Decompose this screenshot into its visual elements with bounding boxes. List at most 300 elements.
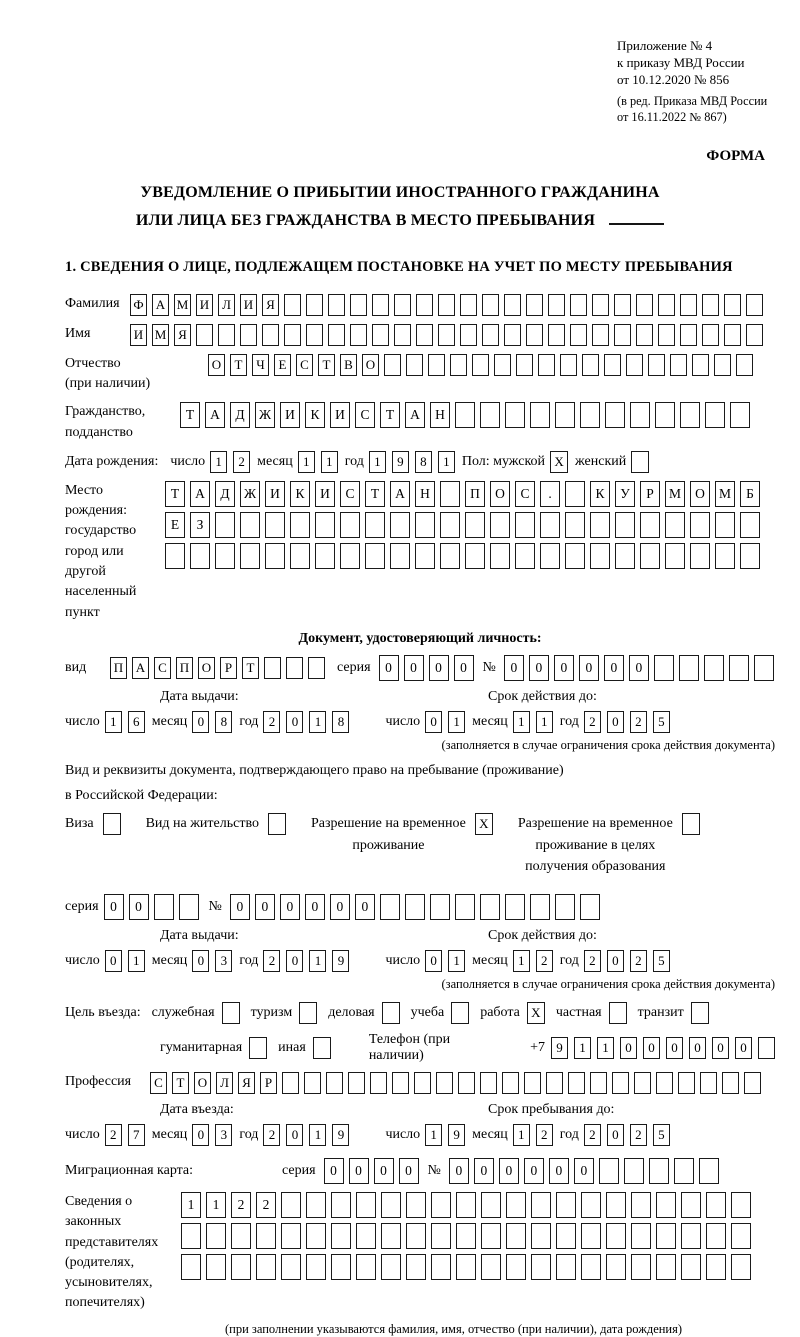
- form-cell[interactable]: К: [290, 481, 310, 507]
- form-cell[interactable]: 1: [536, 711, 553, 733]
- form-cell[interactable]: 0: [324, 1158, 344, 1184]
- form-cell[interactable]: [546, 1072, 563, 1094]
- form-cell[interactable]: [430, 894, 450, 920]
- form-cell[interactable]: [690, 543, 710, 569]
- form-cell[interactable]: 0: [192, 950, 209, 972]
- form-cell[interactable]: [306, 1192, 326, 1218]
- form-cell[interactable]: [103, 813, 121, 835]
- form-cell[interactable]: 8: [332, 711, 349, 733]
- form-cell[interactable]: [592, 324, 609, 346]
- form-cell[interactable]: [406, 1223, 426, 1249]
- form-cell[interactable]: О: [690, 481, 710, 507]
- form-cell[interactable]: [415, 512, 435, 538]
- form-cell[interactable]: З: [190, 512, 210, 538]
- form-cell[interactable]: [515, 512, 535, 538]
- form-cell[interactable]: [736, 354, 753, 376]
- form-cell[interactable]: 1: [309, 1124, 326, 1146]
- form-cell[interactable]: [306, 1254, 326, 1280]
- form-cell[interactable]: Т: [165, 481, 185, 507]
- form-cell[interactable]: [282, 1072, 299, 1094]
- form-cell[interactable]: [656, 1254, 676, 1280]
- form-cell[interactable]: [504, 294, 521, 316]
- form-cell[interactable]: 0: [280, 894, 300, 920]
- form-cell[interactable]: [440, 512, 460, 538]
- form-cell[interactable]: [581, 1254, 601, 1280]
- form-cell[interactable]: [265, 543, 285, 569]
- form-cell[interactable]: [328, 324, 345, 346]
- form-cell[interactable]: 0: [286, 1124, 303, 1146]
- form-cell[interactable]: X: [527, 1002, 545, 1024]
- form-cell[interactable]: [744, 1072, 761, 1094]
- form-cell[interactable]: [631, 451, 649, 473]
- form-cell[interactable]: [631, 1254, 651, 1280]
- form-cell[interactable]: [555, 894, 575, 920]
- form-cell[interactable]: [656, 1192, 676, 1218]
- form-cell[interactable]: 0: [474, 1158, 494, 1184]
- form-cell[interactable]: [331, 1223, 351, 1249]
- form-cell[interactable]: О: [490, 481, 510, 507]
- form-cell[interactable]: А: [205, 402, 225, 428]
- form-cell[interactable]: 0: [425, 950, 442, 972]
- form-cell[interactable]: И: [315, 481, 335, 507]
- form-cell[interactable]: [548, 294, 565, 316]
- form-cell[interactable]: [615, 543, 635, 569]
- form-cell[interactable]: [724, 294, 741, 316]
- form-cell[interactable]: А: [152, 294, 169, 316]
- form-cell[interactable]: [706, 1192, 726, 1218]
- form-cell[interactable]: Т: [242, 657, 259, 679]
- form-cell[interactable]: [731, 1223, 751, 1249]
- form-cell[interactable]: [381, 1192, 401, 1218]
- form-cell[interactable]: 0: [374, 1158, 394, 1184]
- form-cell[interactable]: [406, 1192, 426, 1218]
- form-cell[interactable]: В: [340, 354, 357, 376]
- form-cell[interactable]: [394, 324, 411, 346]
- form-cell[interactable]: М: [174, 294, 191, 316]
- form-cell[interactable]: [315, 543, 335, 569]
- form-cell[interactable]: [179, 894, 199, 920]
- form-cell[interactable]: X: [550, 451, 568, 473]
- form-cell[interactable]: Ч: [252, 354, 269, 376]
- form-cell[interactable]: 2: [256, 1192, 276, 1218]
- form-cell[interactable]: [556, 1192, 576, 1218]
- form-cell[interactable]: [431, 1254, 451, 1280]
- form-cell[interactable]: И: [240, 294, 257, 316]
- form-cell[interactable]: [649, 1158, 669, 1184]
- form-cell[interactable]: [256, 1254, 276, 1280]
- form-cell[interactable]: [381, 1223, 401, 1249]
- form-cell[interactable]: 5: [653, 950, 670, 972]
- form-cell[interactable]: [381, 1254, 401, 1280]
- form-cell[interactable]: 0: [349, 1158, 369, 1184]
- form-cell[interactable]: С: [515, 481, 535, 507]
- form-cell[interactable]: [724, 324, 741, 346]
- form-cell[interactable]: 0: [607, 950, 624, 972]
- form-cell[interactable]: [480, 1072, 497, 1094]
- form-cell[interactable]: 6: [128, 711, 145, 733]
- form-cell[interactable]: [681, 1192, 701, 1218]
- form-cell[interactable]: 2: [263, 711, 280, 733]
- form-cell[interactable]: [506, 1254, 526, 1280]
- form-cell[interactable]: [681, 1254, 701, 1280]
- form-cell[interactable]: 0: [449, 1158, 469, 1184]
- form-cell[interactable]: Д: [215, 481, 235, 507]
- form-cell[interactable]: [526, 294, 543, 316]
- form-cell[interactable]: 1: [309, 711, 326, 733]
- form-cell[interactable]: [758, 1037, 775, 1059]
- form-cell[interactable]: [356, 1223, 376, 1249]
- form-cell[interactable]: [592, 294, 609, 316]
- form-cell[interactable]: [290, 543, 310, 569]
- form-cell[interactable]: [494, 354, 511, 376]
- form-cell[interactable]: 2: [630, 950, 647, 972]
- form-cell[interactable]: 2: [584, 711, 601, 733]
- form-cell[interactable]: И: [330, 402, 350, 428]
- form-cell[interactable]: [465, 543, 485, 569]
- form-cell[interactable]: [268, 813, 286, 835]
- form-cell[interactable]: 0: [399, 1158, 419, 1184]
- form-cell[interactable]: [365, 512, 385, 538]
- form-cell[interactable]: [565, 512, 585, 538]
- form-cell[interactable]: [581, 1223, 601, 1249]
- form-cell[interactable]: 0: [286, 950, 303, 972]
- form-cell[interactable]: [526, 324, 543, 346]
- form-cell[interactable]: 0: [666, 1037, 683, 1059]
- form-cell[interactable]: 0: [379, 655, 399, 681]
- form-cell[interactable]: 1: [369, 451, 386, 473]
- form-cell[interactable]: А: [390, 481, 410, 507]
- form-cell[interactable]: 1: [321, 451, 338, 473]
- form-cell[interactable]: [538, 354, 555, 376]
- form-cell[interactable]: [392, 1072, 409, 1094]
- form-cell[interactable]: 1: [448, 711, 465, 733]
- form-cell[interactable]: 0: [604, 655, 624, 681]
- form-cell[interactable]: [348, 1072, 365, 1094]
- form-cell[interactable]: [306, 1223, 326, 1249]
- form-cell[interactable]: [405, 894, 425, 920]
- form-cell[interactable]: 0: [230, 894, 250, 920]
- form-cell[interactable]: [656, 1223, 676, 1249]
- form-cell[interactable]: [548, 324, 565, 346]
- form-cell[interactable]: 0: [574, 1158, 594, 1184]
- form-cell[interactable]: [506, 1223, 526, 1249]
- form-cell[interactable]: Я: [262, 294, 279, 316]
- form-cell[interactable]: [590, 543, 610, 569]
- form-cell[interactable]: [692, 354, 709, 376]
- form-cell[interactable]: [691, 1002, 709, 1024]
- form-cell[interactable]: [702, 294, 719, 316]
- form-cell[interactable]: [482, 294, 499, 316]
- form-cell[interactable]: [206, 1223, 226, 1249]
- form-cell[interactable]: 1: [105, 711, 122, 733]
- form-cell[interactable]: [480, 402, 500, 428]
- form-cell[interactable]: [440, 543, 460, 569]
- form-cell[interactable]: [290, 512, 310, 538]
- form-cell[interactable]: [460, 294, 477, 316]
- form-cell[interactable]: 2: [263, 1124, 280, 1146]
- form-cell[interactable]: [565, 543, 585, 569]
- form-cell[interactable]: 0: [620, 1037, 637, 1059]
- form-cell[interactable]: 1: [298, 451, 315, 473]
- form-cell[interactable]: [331, 1254, 351, 1280]
- form-cell[interactable]: Т: [172, 1072, 189, 1094]
- form-cell[interactable]: 0: [643, 1037, 660, 1059]
- form-cell[interactable]: [356, 1254, 376, 1280]
- form-cell[interactable]: [265, 512, 285, 538]
- form-cell[interactable]: [438, 294, 455, 316]
- form-cell[interactable]: [599, 1158, 619, 1184]
- form-cell[interactable]: [154, 894, 174, 920]
- form-cell[interactable]: Т: [318, 354, 335, 376]
- form-cell[interactable]: 8: [415, 451, 432, 473]
- form-cell[interactable]: [634, 1072, 651, 1094]
- form-cell[interactable]: [731, 1192, 751, 1218]
- form-cell[interactable]: [416, 324, 433, 346]
- form-cell[interactable]: [740, 512, 760, 538]
- form-cell[interactable]: Я: [174, 324, 191, 346]
- form-cell[interactable]: [384, 354, 401, 376]
- form-cell[interactable]: [481, 1192, 501, 1218]
- form-cell[interactable]: [308, 657, 325, 679]
- form-cell[interactable]: [648, 354, 665, 376]
- form-cell[interactable]: [606, 1192, 626, 1218]
- form-cell[interactable]: Е: [274, 354, 291, 376]
- form-cell[interactable]: [431, 1192, 451, 1218]
- form-cell[interactable]: 1: [128, 950, 145, 972]
- form-cell[interactable]: [614, 324, 631, 346]
- form-cell[interactable]: С: [355, 402, 375, 428]
- form-cell[interactable]: [631, 1192, 651, 1218]
- form-cell[interactable]: [436, 1072, 453, 1094]
- form-cell[interactable]: С: [150, 1072, 167, 1094]
- form-cell[interactable]: [231, 1223, 251, 1249]
- form-cell[interactable]: 0: [454, 655, 474, 681]
- form-cell[interactable]: [580, 402, 600, 428]
- form-cell[interactable]: [674, 1158, 694, 1184]
- form-cell[interactable]: [281, 1192, 301, 1218]
- form-cell[interactable]: 3: [215, 1124, 232, 1146]
- form-cell[interactable]: 0: [105, 950, 122, 972]
- form-cell[interactable]: X: [475, 813, 493, 835]
- form-cell[interactable]: [281, 1223, 301, 1249]
- form-cell[interactable]: [218, 324, 235, 346]
- form-cell[interactable]: 2: [584, 1124, 601, 1146]
- form-cell[interactable]: 1: [513, 950, 530, 972]
- form-cell[interactable]: 1: [448, 950, 465, 972]
- form-cell[interactable]: [299, 1002, 317, 1024]
- form-cell[interactable]: 0: [499, 1158, 519, 1184]
- form-cell[interactable]: 9: [332, 1124, 349, 1146]
- form-cell[interactable]: 9: [392, 451, 409, 473]
- form-cell[interactable]: Т: [180, 402, 200, 428]
- form-cell[interactable]: О: [362, 354, 379, 376]
- form-cell[interactable]: [612, 1072, 629, 1094]
- form-cell[interactable]: 0: [192, 1124, 209, 1146]
- form-cell[interactable]: Я: [238, 1072, 255, 1094]
- form-cell[interactable]: 0: [629, 655, 649, 681]
- form-cell[interactable]: [231, 1254, 251, 1280]
- form-cell[interactable]: [481, 1254, 501, 1280]
- form-cell[interactable]: 0: [524, 1158, 544, 1184]
- form-cell[interactable]: 0: [305, 894, 325, 920]
- form-cell[interactable]: [705, 402, 725, 428]
- form-cell[interactable]: М: [152, 324, 169, 346]
- form-cell[interactable]: [181, 1223, 201, 1249]
- form-cell[interactable]: Л: [216, 1072, 233, 1094]
- form-cell[interactable]: [714, 354, 731, 376]
- form-cell[interactable]: [679, 655, 699, 681]
- form-cell[interactable]: Ф: [130, 294, 147, 316]
- form-cell[interactable]: 0: [504, 655, 524, 681]
- form-cell[interactable]: 0: [286, 711, 303, 733]
- form-cell[interactable]: [304, 1072, 321, 1094]
- form-cell[interactable]: [680, 324, 697, 346]
- form-cell[interactable]: [606, 1254, 626, 1280]
- form-cell[interactable]: [306, 294, 323, 316]
- form-cell[interactable]: [240, 324, 257, 346]
- form-cell[interactable]: [460, 324, 477, 346]
- form-cell[interactable]: [516, 354, 533, 376]
- form-cell[interactable]: [414, 1072, 431, 1094]
- form-cell[interactable]: [240, 543, 260, 569]
- form-cell[interactable]: [504, 324, 521, 346]
- form-cell[interactable]: [581, 1192, 601, 1218]
- form-cell[interactable]: [636, 324, 653, 346]
- form-cell[interactable]: С: [296, 354, 313, 376]
- form-cell[interactable]: [340, 512, 360, 538]
- form-cell[interactable]: [626, 354, 643, 376]
- form-cell[interactable]: 1: [181, 1192, 201, 1218]
- form-cell[interactable]: [680, 294, 697, 316]
- form-cell[interactable]: [350, 324, 367, 346]
- form-cell[interactable]: [456, 1254, 476, 1280]
- form-cell[interactable]: [455, 402, 475, 428]
- form-cell[interactable]: 2: [231, 1192, 251, 1218]
- form-cell[interactable]: [340, 543, 360, 569]
- form-cell[interactable]: Д: [230, 402, 250, 428]
- form-cell[interactable]: [456, 1192, 476, 1218]
- form-cell[interactable]: [450, 354, 467, 376]
- form-cell[interactable]: [740, 543, 760, 569]
- form-cell[interactable]: Р: [640, 481, 660, 507]
- form-cell[interactable]: [681, 1223, 701, 1249]
- form-cell[interactable]: [614, 294, 631, 316]
- form-cell[interactable]: [555, 402, 575, 428]
- form-cell[interactable]: 2: [233, 451, 250, 473]
- form-cell[interactable]: [313, 1037, 331, 1059]
- form-cell[interactable]: [730, 402, 750, 428]
- form-cell[interactable]: М: [715, 481, 735, 507]
- form-cell[interactable]: 1: [513, 1124, 530, 1146]
- form-cell[interactable]: С: [340, 481, 360, 507]
- form-cell[interactable]: 5: [653, 711, 670, 733]
- form-cell[interactable]: 2: [105, 1124, 122, 1146]
- form-cell[interactable]: 1: [425, 1124, 442, 1146]
- form-cell[interactable]: Т: [380, 402, 400, 428]
- form-cell[interactable]: [715, 543, 735, 569]
- form-cell[interactable]: [428, 354, 445, 376]
- form-cell[interactable]: [706, 1223, 726, 1249]
- form-cell[interactable]: [746, 324, 763, 346]
- form-cell[interactable]: [570, 324, 587, 346]
- form-cell[interactable]: [416, 294, 433, 316]
- form-cell[interactable]: 0: [529, 655, 549, 681]
- form-cell[interactable]: [530, 402, 550, 428]
- form-cell[interactable]: [699, 1158, 719, 1184]
- form-cell[interactable]: 8: [215, 711, 232, 733]
- form-cell[interactable]: [665, 543, 685, 569]
- form-cell[interactable]: 0: [129, 894, 149, 920]
- form-cell[interactable]: [729, 655, 749, 681]
- form-cell[interactable]: Л: [218, 294, 235, 316]
- form-cell[interactable]: К: [590, 481, 610, 507]
- form-cell[interactable]: 0: [404, 655, 424, 681]
- form-cell[interactable]: М: [665, 481, 685, 507]
- form-cell[interactable]: 0: [330, 894, 350, 920]
- form-cell[interactable]: [531, 1223, 551, 1249]
- form-cell[interactable]: 9: [332, 950, 349, 972]
- form-cell[interactable]: [256, 1223, 276, 1249]
- form-cell[interactable]: Н: [430, 402, 450, 428]
- form-cell[interactable]: И: [196, 294, 213, 316]
- form-cell[interactable]: Т: [230, 354, 247, 376]
- form-cell[interactable]: 0: [607, 1124, 624, 1146]
- form-cell[interactable]: С: [154, 657, 171, 679]
- form-cell[interactable]: [506, 1192, 526, 1218]
- form-cell[interactable]: [284, 324, 301, 346]
- form-cell[interactable]: .: [540, 481, 560, 507]
- form-cell[interactable]: [682, 813, 700, 835]
- form-cell[interactable]: [609, 1002, 627, 1024]
- form-cell[interactable]: [502, 1072, 519, 1094]
- form-cell[interactable]: 2: [630, 711, 647, 733]
- form-cell[interactable]: 0: [192, 711, 209, 733]
- form-cell[interactable]: [630, 402, 650, 428]
- form-cell[interactable]: [456, 1223, 476, 1249]
- form-cell[interactable]: 0: [689, 1037, 706, 1059]
- form-cell[interactable]: [380, 894, 400, 920]
- form-cell[interactable]: О: [208, 354, 225, 376]
- form-cell[interactable]: [658, 324, 675, 346]
- form-cell[interactable]: Е: [165, 512, 185, 538]
- form-cell[interactable]: [636, 294, 653, 316]
- form-cell[interactable]: 7: [128, 1124, 145, 1146]
- form-cell[interactable]: [715, 512, 735, 538]
- form-cell[interactable]: [658, 294, 675, 316]
- form-cell[interactable]: [249, 1037, 267, 1059]
- form-cell[interactable]: 0: [104, 894, 124, 920]
- form-cell[interactable]: [540, 512, 560, 538]
- form-cell[interactable]: Б: [740, 481, 760, 507]
- form-cell[interactable]: [406, 1254, 426, 1280]
- form-cell[interactable]: [206, 1254, 226, 1280]
- form-cell[interactable]: [472, 354, 489, 376]
- form-cell[interactable]: О: [198, 657, 215, 679]
- form-cell[interactable]: [262, 324, 279, 346]
- form-cell[interactable]: [372, 294, 389, 316]
- form-cell[interactable]: 0: [255, 894, 275, 920]
- form-cell[interactable]: 0: [554, 655, 574, 681]
- form-cell[interactable]: 0: [735, 1037, 752, 1059]
- form-cell[interactable]: [540, 543, 560, 569]
- form-cell[interactable]: 1: [438, 451, 455, 473]
- form-cell[interactable]: [372, 324, 389, 346]
- form-cell[interactable]: [640, 512, 660, 538]
- form-cell[interactable]: П: [110, 657, 127, 679]
- form-cell[interactable]: [505, 894, 525, 920]
- form-cell[interactable]: [390, 543, 410, 569]
- form-cell[interactable]: [222, 1002, 240, 1024]
